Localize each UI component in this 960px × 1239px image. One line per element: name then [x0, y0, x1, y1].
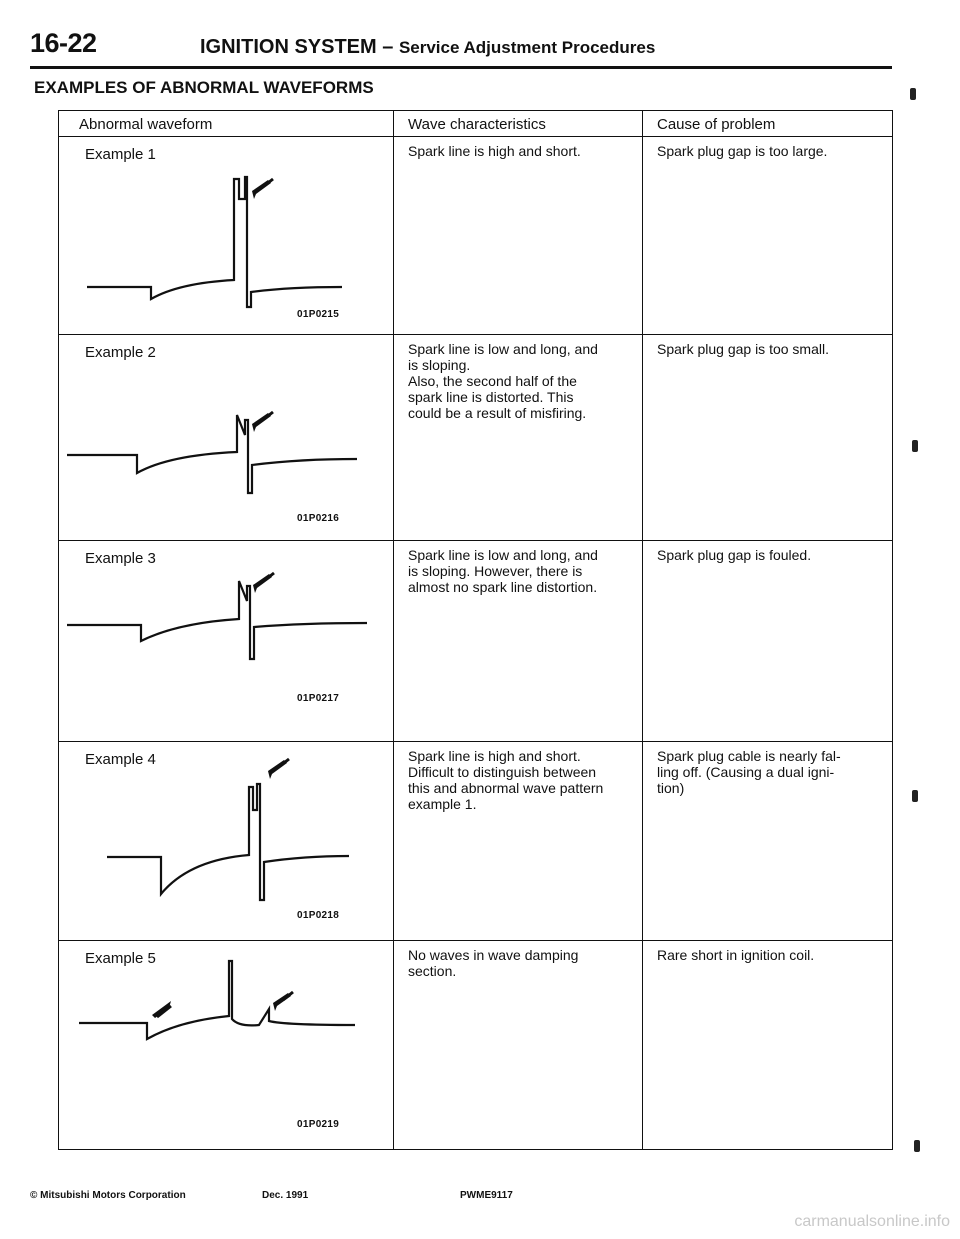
cause-line: Spark plug gap is too small. — [657, 341, 829, 357]
characteristics-line: Spark line is low and long, and — [408, 341, 598, 357]
figure-code: 01P0215 — [297, 309, 340, 320]
page-number: 16-22 — [30, 28, 97, 58]
example-label: Example 2 — [85, 344, 156, 361]
waveform-cell — [59, 335, 394, 541]
arrow-icon — [252, 179, 273, 199]
characteristics-line: Difficult to distinguish between — [408, 764, 597, 780]
cause-cell — [643, 742, 893, 941]
cause-cell — [643, 137, 893, 335]
waveform-diagram — [59, 335, 394, 540]
header-rule — [30, 66, 892, 69]
characteristics-cell — [394, 742, 643, 941]
table-body — [59, 137, 893, 1150]
copyright-text: © Mitsubishi Motors Corporation — [30, 1190, 186, 1201]
page-header — [30, 28, 892, 68]
document-code: PWME9117 — [460, 1190, 513, 1201]
margin-mark — [912, 440, 918, 452]
cause-line: Spark plug cable is nearly fal- — [657, 748, 841, 764]
characteristics-line: Spark line is high and short. — [408, 748, 581, 764]
waveform-diagram — [59, 137, 394, 334]
example-label: Example 1 — [85, 146, 156, 163]
figure-code: 01P0217 — [297, 693, 340, 704]
cause-line: Spark plug gap is too large. — [657, 143, 828, 159]
characteristics-line: Spark line is high and short. — [408, 143, 581, 159]
arrow-icon — [152, 1001, 171, 1018]
table-header-row — [59, 111, 893, 137]
characteristics-cell — [394, 541, 643, 742]
section-title: EXAMPLES OF ABNORMAL WAVEFORMS — [34, 78, 374, 97]
waveform-diagram — [59, 941, 394, 1149]
arrow-icon — [268, 759, 289, 779]
characteristics-line: could be a result of misfiring. — [408, 405, 587, 421]
table-row — [59, 941, 893, 1150]
footer-date: Dec. 1991 — [262, 1190, 309, 1201]
margin-mark — [910, 88, 916, 100]
example-label: Example 5 — [85, 950, 156, 967]
watermark: carmanualsonline.info — [794, 1213, 950, 1230]
cause-cell — [643, 541, 893, 742]
characteristics-line: this and abnormal wave pattern — [408, 780, 604, 796]
column-header-characteristics: Wave characteristics — [394, 111, 643, 137]
table-row — [59, 742, 893, 941]
arrow-icon — [253, 573, 274, 593]
figure-code: 01P0216 — [297, 513, 340, 524]
characteristics-cell — [394, 335, 643, 541]
waveform-diagram — [59, 541, 394, 741]
cause-line: ling off. (Causing a dual igni- — [657, 764, 835, 780]
characteristics-cell — [394, 137, 643, 335]
cause-line: Spark plug gap is fouled. — [657, 547, 812, 563]
cause-line: tion) — [657, 780, 685, 796]
page-footer — [30, 1190, 892, 1206]
characteristics-line: section. — [408, 963, 457, 979]
waveform-cell — [59, 137, 394, 335]
waveform-cell — [59, 941, 394, 1150]
characteristics-line: No waves in wave damping — [408, 947, 579, 963]
waveform-diagram — [59, 742, 394, 940]
table-row — [59, 541, 893, 742]
title-text: IGNITION SYSTEM — [200, 36, 377, 58]
waveform-cell — [59, 541, 394, 742]
waveform-cell — [59, 742, 394, 941]
column-header-cause: Cause of problem — [643, 111, 893, 137]
characteristics-line: almost no spark line distortion. — [408, 579, 598, 595]
characteristics-line: spark line is distorted. This — [408, 389, 574, 405]
margin-mark — [914, 1140, 920, 1152]
column-header-waveform: Abnormal waveform — [59, 111, 394, 137]
table-row — [59, 137, 893, 335]
page-title — [200, 36, 655, 59]
cause-cell — [643, 941, 893, 1150]
title-dash: – — [376, 36, 399, 58]
figure-code: 01P0218 — [297, 910, 340, 921]
waveform-table — [58, 110, 893, 1150]
margin-mark — [912, 790, 918, 802]
example-label: Example 3 — [85, 550, 156, 567]
characteristics-line: Spark line is low and long, and — [408, 547, 598, 563]
example-label: Example 4 — [85, 751, 156, 768]
title-subtitle: Service Adjustment Procedures — [398, 38, 656, 57]
arrow-icon — [252, 412, 273, 432]
characteristics-line: is sloping. — [408, 357, 471, 373]
table-row — [59, 335, 893, 541]
arrow-icon — [273, 992, 293, 1011]
characteristics-line: is sloping. However, there is — [408, 563, 583, 579]
cause-line: Rare short in ignition coil. — [657, 947, 815, 963]
characteristics-cell — [394, 941, 643, 1150]
characteristics-line: Also, the second half of the — [408, 373, 577, 389]
cause-cell — [643, 335, 893, 541]
figure-code: 01P0219 — [297, 1119, 340, 1130]
characteristics-line: example 1. — [408, 796, 477, 812]
